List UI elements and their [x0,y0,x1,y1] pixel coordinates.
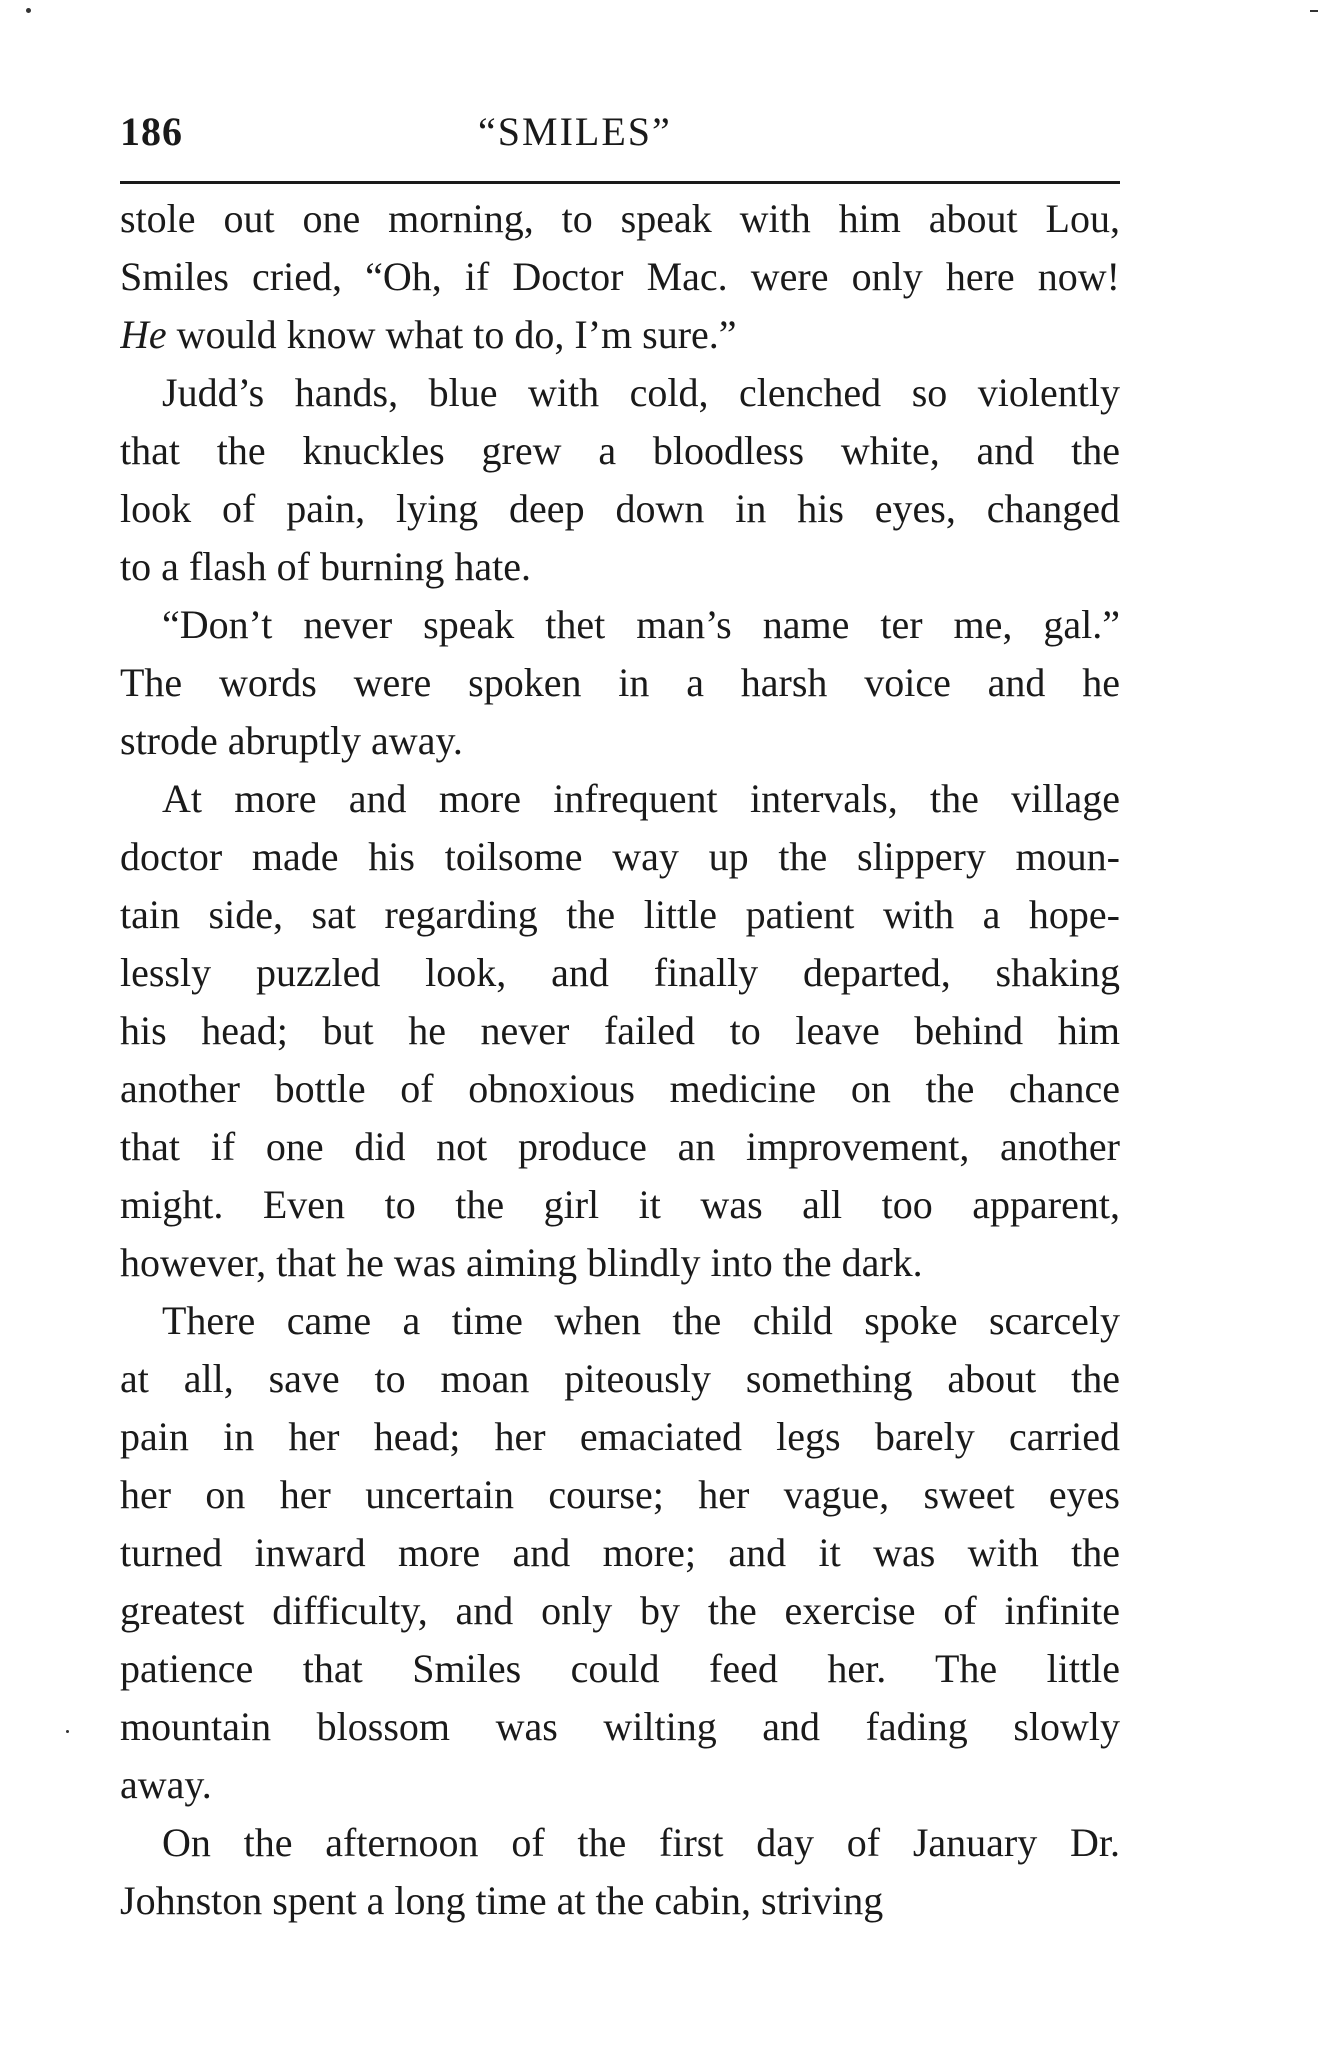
paragraph [120,770,1120,1292]
text-line: strode abruptly away. [120,718,463,763]
text-line: however, that he was aiming blindly into the dark. [120,1240,923,1285]
text-line: another bottle of obnoxious medicine on the chance [120,1066,1120,1111]
text-line: lessly puzzled look, and finally departed, shaking [120,950,1120,995]
text-line: look of pain, lying deep down in his eyes, changed [120,486,1120,531]
text-line: at all, save to moan piteously something about the [120,1356,1120,1401]
text-line: away. [120,1762,212,1807]
italic-word: He [120,312,167,357]
text-line: “Don’t never speak thet man’s name ter me, gal.” [162,602,1120,647]
text-line: patience that Smiles could feed her. The little [120,1646,1120,1691]
text-line: On the afternoon of the first day of January Dr. [162,1820,1120,1865]
text-line: He would know what to do, I’m sure.” [120,312,737,357]
text-line: stole out one morning, to speak with him about Lou, [120,196,1120,241]
paragraph [120,596,1120,770]
text-line: Judd’s hands, blue with cold, clenched so violently [162,370,1120,415]
text-line: doctor made his toilsome way up the slippery moun- [120,834,1120,879]
text-line: Johnston spent a long time at the cabin, striving [120,1878,884,1923]
header-rule [120,181,1120,184]
paragraph [120,1292,1120,1814]
text-line: pain in her head; her emaciated legs barely carried [120,1414,1120,1459]
text-line: that if one did not produce an improvement, another [120,1124,1120,1169]
text-line: mountain blossom was wilting and fading slowly [120,1704,1120,1749]
scan-speck [26,8,31,13]
text-line: might. Even to the girl it was all too apparent, [120,1182,1120,1227]
text-line: that the knuckles grew a bloodless white, and the [120,428,1120,473]
page-number: 186 [120,109,183,154]
text-line: her on her uncertain course; her vague, sweet eyes [120,1472,1120,1517]
text-line: Smiles cried, “Oh, if Doctor Mac. were only here now! [120,254,1120,299]
body-text [120,190,1120,1930]
text-line: There came a time when the child spoke scarcely [162,1298,1120,1343]
paragraph [120,1814,1120,1930]
paragraph [120,190,1120,364]
paragraph [120,364,1120,596]
text-line: turned inward more and more; and it was with the [120,1530,1120,1575]
scan-speck [66,1730,69,1733]
page-header [120,108,1120,168]
text-line: The words were spoken in a harsh voice and he [120,660,1120,705]
text-line: At more and more infrequent intervals, the village [162,776,1120,821]
scan-speck [1310,10,1318,12]
text-line: greatest difficulty, and only by the exercise of infinite [120,1588,1120,1633]
running-title: “SMILES” [478,109,672,154]
text-line: to a flash of burning hate. [120,544,531,589]
text-line: his head; but he never failed to leave behind him [120,1008,1120,1053]
text-line: tain side, sat regarding the little patient with a hope- [120,892,1120,937]
